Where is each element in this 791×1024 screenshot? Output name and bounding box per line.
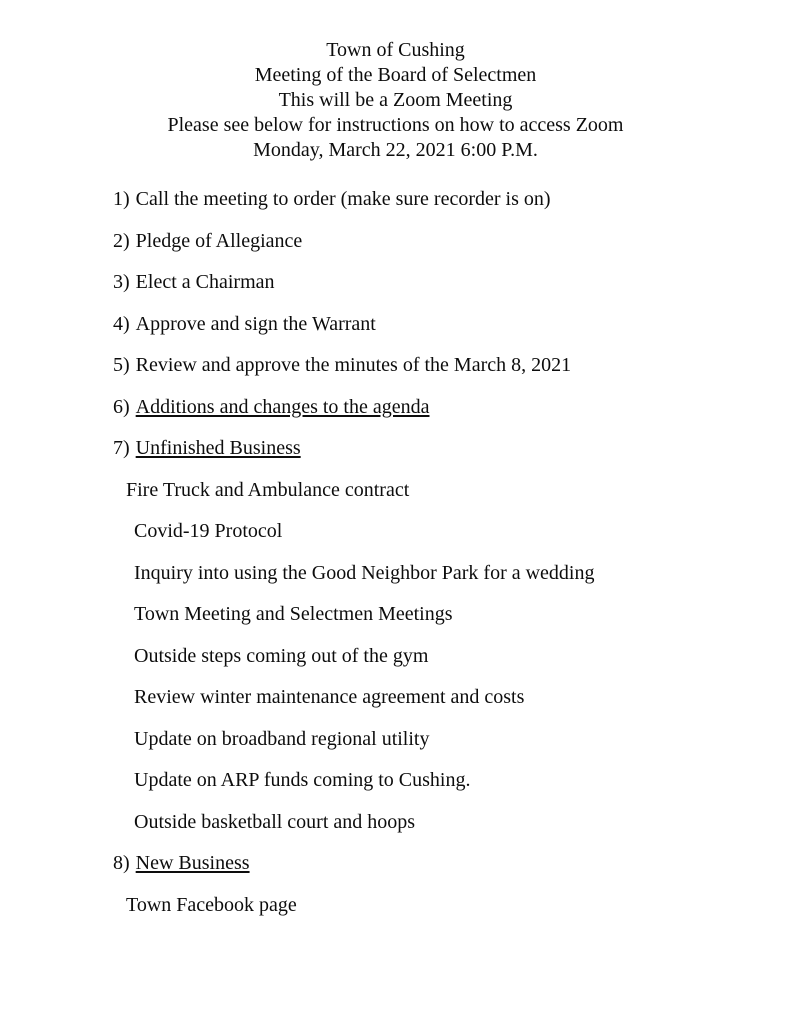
agenda-item-4 xyxy=(113,311,751,337)
agenda-item-number: 3) xyxy=(113,271,130,293)
agenda-item-5 xyxy=(113,352,751,378)
agenda-item-7-unfinished-business xyxy=(113,435,751,461)
agenda-item-6 xyxy=(113,394,751,420)
agenda-subitem-park-wedding xyxy=(134,560,751,586)
agenda-item-number: 2) xyxy=(113,229,130,252)
agenda-subitem-text: Review winter maintenance agreement and costs xyxy=(134,686,525,708)
title-datetime: Monday, March 22, 2021 6:00 P.M. xyxy=(253,139,538,161)
agenda-subitem-text: Covid-19 Protocol xyxy=(134,520,283,542)
agenda-item-8-new-business xyxy=(113,850,751,876)
title-instructions-note: Please see below for instructions on how to access Zoom xyxy=(167,114,624,136)
agenda-item-text: Elect a Chairman xyxy=(135,271,275,293)
title-town: Town of Cushing xyxy=(326,39,465,61)
agenda-item-2 xyxy=(113,228,751,254)
agenda-subitem-text: Outside basketball court and hoops xyxy=(134,810,416,833)
agenda-item-number: 5) xyxy=(113,354,130,376)
agenda-item-text: Unfinished Business xyxy=(135,437,301,459)
agenda-item-text: Pledge of Allegiance xyxy=(135,229,303,252)
agenda-subitem-text: Update on broadband regional utility xyxy=(134,727,430,750)
agenda-list xyxy=(0,186,791,918)
agenda-subitem-town-meetings xyxy=(134,601,751,627)
document-header xyxy=(60,38,731,163)
title-zoom-note: This will be a Zoom Meeting xyxy=(278,89,513,111)
agenda-subitem-winter-maintenance xyxy=(134,684,751,710)
agenda-subitem-text: Fire Truck and Ambulance contract xyxy=(126,478,410,501)
agenda-item-number: 1) xyxy=(113,188,130,210)
agenda-item-1 xyxy=(113,186,751,212)
title-meeting: Meeting of the Board of Selectmen xyxy=(254,64,537,86)
agenda-item-number: 7) xyxy=(113,437,130,459)
agenda-subitem-facebook-page xyxy=(126,892,751,918)
agenda-subitem-text: Update on ARP funds coming to Cushing. xyxy=(134,769,471,791)
agenda-subitem-text: Town Facebook page xyxy=(126,893,297,916)
agenda-item-text: Review and approve the minutes of the March 8, 2021 xyxy=(135,354,572,376)
agenda-subitem-basketball-court xyxy=(134,809,751,835)
agenda-item-3 xyxy=(113,269,751,295)
agenda-item-number: 6) xyxy=(113,395,130,418)
agenda-subitem-fire-truck xyxy=(126,477,751,503)
agenda-item-number: 4) xyxy=(113,312,130,335)
agenda-subitem-text: Inquiry into using the Good Neighbor Park for a wedding xyxy=(134,561,595,584)
agenda-subitem-text: Outside steps coming out of the gym xyxy=(134,644,429,667)
agenda-subitem-text: Town Meeting and Selectmen Meetings xyxy=(134,603,453,625)
agenda-subitem-broadband-utility xyxy=(134,726,751,752)
agenda-item-number: 8) xyxy=(113,852,130,874)
agenda-item-text: Additions and changes to the agenda xyxy=(135,395,430,418)
agenda-item-text: Call the meeting to order (make sure recorder is on) xyxy=(135,188,551,210)
agenda-item-text: New Business xyxy=(135,852,250,874)
agenda-subitem-covid-protocol xyxy=(134,518,751,544)
agenda-subitem-arp-funds xyxy=(134,767,751,793)
agenda-subitem-gym-steps xyxy=(134,643,751,669)
agenda-item-text: Approve and sign the Warrant xyxy=(135,312,376,335)
